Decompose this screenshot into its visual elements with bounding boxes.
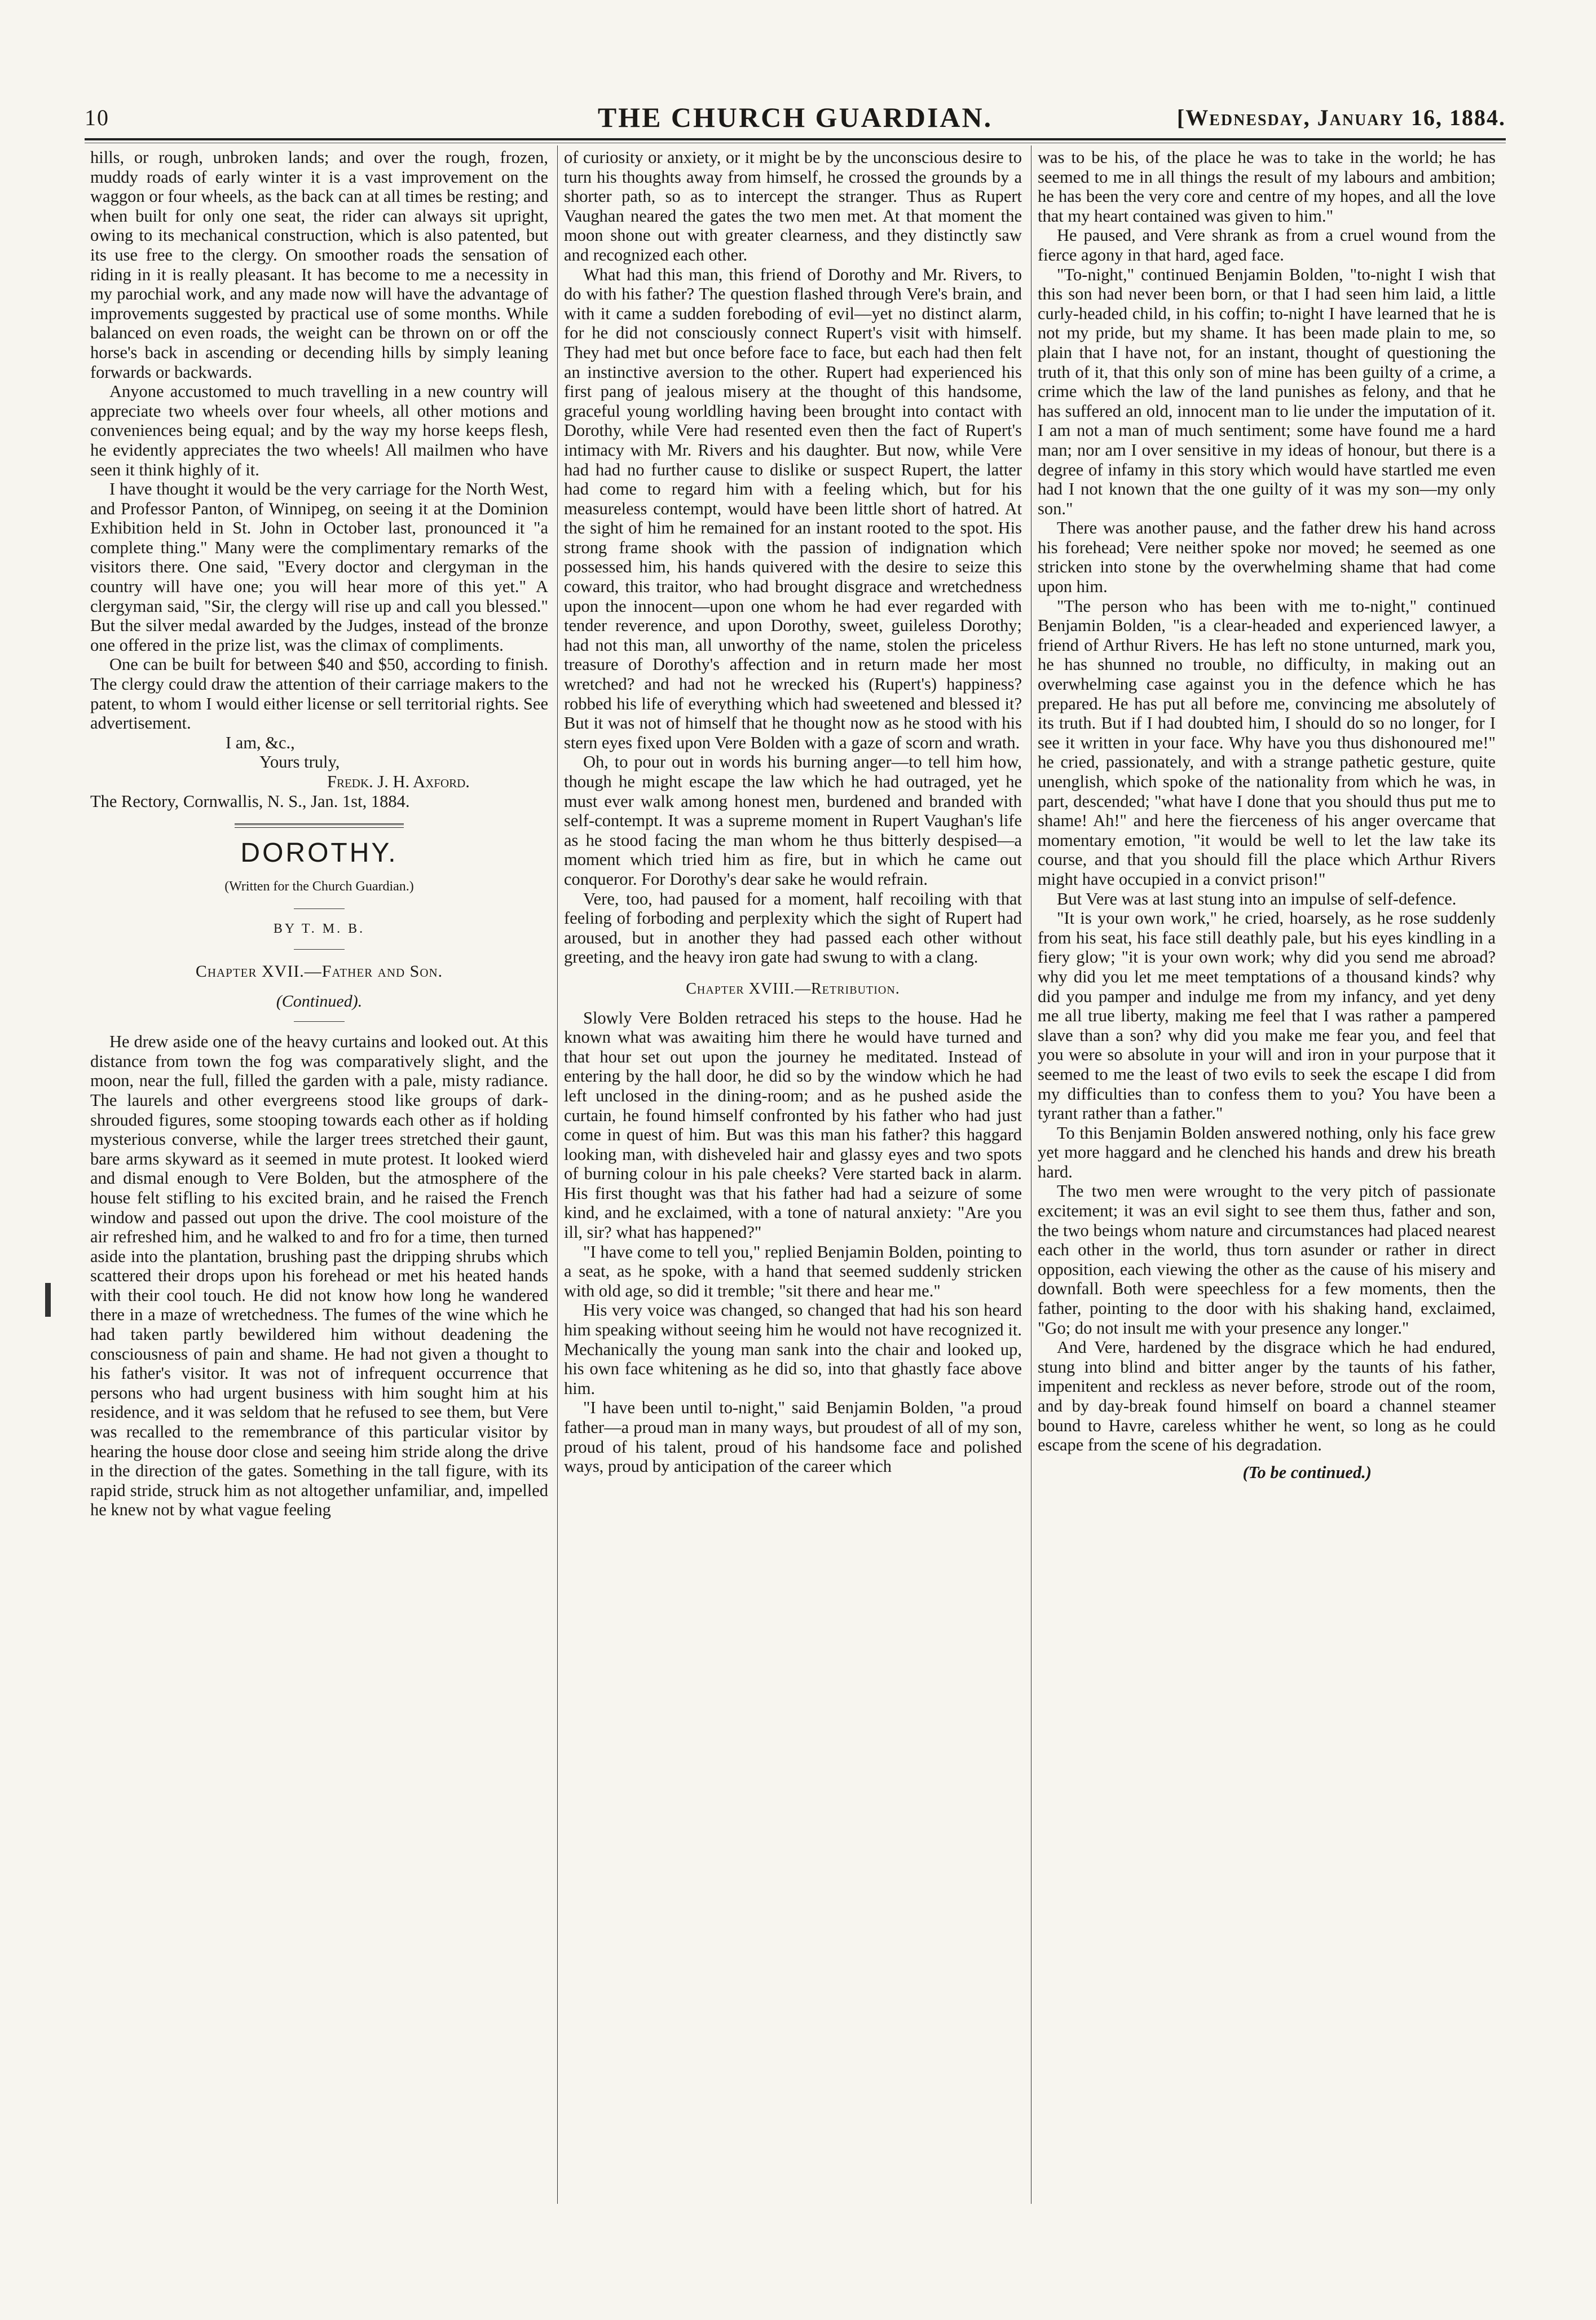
story-paragraph: But Vere was at last stung into an impulse of self-defence. bbox=[1057, 889, 1457, 908]
story-paragraph: was to be his, of the place he was to take in the world; he has seemed to me in all things the result of my labours and ambition; he has been the very core and centre of my hopes, and all the love that my heart contained was given to him." bbox=[1038, 148, 1496, 226]
column-1 bbox=[90, 148, 548, 1520]
story-paragraph: "I have come to tell you," replied Benjamin Bolden, pointing to a seat, as he spoke, with a hand that seemed suddenly stricken with old age, so did it tremble; "sit there and hear me." bbox=[564, 1242, 1022, 1300]
letter-yours: Yours truly, bbox=[259, 752, 340, 772]
story-paragraph: Slowly Vere Bolden retraced his steps to the house. Had he known what was awaiting him there he would have turned and that hour set out upon the journey he meditated. Instead of entering by the hall door, he did so by the window which he had left unclosed in the dining-room; and as he pushed aside the curtain, he found himself confronted by his father who had just come in quest of him. But was this man his father? this haggard looking man, with disheveled hair and glassy eyes and two spots of burning colour in his pale cheeks? Vere started back in alarm. His first thought was that his father had had a seizure of some kind, and he exclaimed, with a tone of natural anxiety: "Are you ill, sir? what has happened?" bbox=[564, 1008, 1022, 1242]
short-rule bbox=[294, 949, 345, 950]
story-paragraph: There was another pause, and the father drew his hand across his forehead; Vere neither spoke nor moved; he seemed as one stricken into stone by the overwhelming shame that had come upon him. bbox=[1038, 518, 1496, 597]
story-paragraph: The two men were wrought to the very pitch of passionate excitement; it was an evil sight to see them thus, father and son, the two beings whom nature and circumstances had placed nearest each other in the world, thus torn asunder or rather in direct opposition, each viewing the other as the cause of his misery and downfall. Both were speechless for a few moments, then the father, pointing to the door with his shaking hand, exclaimed, "Go; do not insult me with your presence any longer." bbox=[1038, 1181, 1496, 1338]
letter-address: The Rectory, Cornwallis, N. S., Jan. 1st, 1884. bbox=[90, 791, 410, 811]
story-paragraph: of curiosity or anxiety, or it might be by the unconscious desire to turn his thoughts away from himself, he crossed the grounds by a shorter path, so as to intercept the stranger. Thus as Rupert Vaughan neared the gates the two men met. At that moment the moon shone out with greater clearness, and they distinctly saw and recognized each other. bbox=[564, 148, 1022, 264]
story-paragraph: He paused, and Vere shrank as from a cruel wound from the fierce agony in that hard, aged face. bbox=[1038, 226, 1496, 264]
letter-signature: Fredk. J. H. Axford. bbox=[327, 772, 470, 791]
letter-paragraph: One can be built for between $40 and $50, according to finish. The clergy could draw the attention of their carriage makers to the patent, to whom I would either license or sell territorial rights. See advertisement. bbox=[90, 655, 548, 733]
letter-paragraph: hills, or rough, unbroken lands; and over the rough, frozen, muddy roads of early winter it is a vast improvement on the waggon or four wheels, as the back can at all times be resting; and when built for only one seat, the rider can always sit upright, owing to its mechanical construction, which is also patented, but its use free to the clergy. On smoother roads the sensation of riding in it is really pleasant. It has become to me a necessity in my parochial work, and any made now will have the advantage of improvements suggested by practical use of some months. While balanced on even roads, the weight can be thrown on or off the horse's back in ascending or decending hills by simply leaning forwards or backwards. bbox=[90, 148, 548, 382]
story-paragraph: To this Benjamin Bolden answered nothing, only his face grew yet more haggard and he clenched his hands and drew his breath hard. bbox=[1038, 1123, 1496, 1181]
story-paragraph: What had this man, this friend of Dorothy and Mr. Rivers, to do with his father? The question flashed through Vere's brain, and with it came a sudden foreboding of evil—yet no distinct alarm, for he did not consciously connect Rupert's visit with himself. They had met but once before face to face, but each had then felt an instinctive aversion to the other. Rupert had experienced his first pang of jealous misery at the thought of this handsome, graceful young worldling having been brought into contact with Dorothy, while Vere had resented even then the fact of Rupert's intimacy with Mr. Rivers and his daughter. But now, while Vere had had no further cause to dislike or suspect Rupert, the latter had come to regard him with a feeling which, but for his measureless contempt, would have been little short of hatred. At the sight of him he remained for an instant rooted to the spot. His strong frame shook with the passion of indignation which possessed him, his hands quivered with the desire to seize this coward, this traitor, who had brought disgrace and wretchedness upon the innocent—upon one whom he had ever regarded with tender reverence, and upon Dorothy, sweet, guileless Dorothy; had not this man, all unworthy of the name, stolen the priceless treasure of Dorothy's affection and in return made her most wretched? and had not he wrecked his (Rupert's) happiness? robbed his life of everything which had sweetened and blessed it? But it was not of himself that he thought now as he stood with his stern eyes fixed upon Vere Bolden with a gaze of scorn and wrath. bbox=[564, 264, 1022, 752]
letter-paragraph: I have thought it would be the very carriage for the North West, and Professor Panton, of Winnipeg, on seeing it at the Dominion Exhibition held in St. John in October last, pronounced it "a complete thing." Many were the complimentary remarks of the visitors there. One said, "Every doctor and clergyman in the country will have one; you will hear more of this yet." A clergyman said, "Sir, the clergy will rise up and call you blessed." But the silver medal awarded by the Judges, instead of the bronze one offered in the prize list, was the climax of compliments. bbox=[90, 479, 548, 655]
story-paragraph: He drew aside one of the heavy curtains and looked out. At this distance from town the fog was comparatively slight, and the moon, near the full, filled the garden with a pale, misty radiance. The laurels and other evergreens stood like groups of dark-shrouded figures, some stooping towards each other as if holding mysterious converse, while the larger trees stretched their gaunt, bare arms skyward as it seemed in mute protest. It looked wierd and dismal enough to Vere Bolden, but the atmosphere of the house felt stifling to his excited brain, and he raised the French window and passed out upon the drive. The cool moisture of the air refreshed him, and he walked to and fro for a time, then turned aside into the plantation, brushing past the dripping shrubs which scattered their drops upon his forehead or met his heated hands with their cool touch. He did not know how long he wandered there in a maze of wretchedness. The fumes of the wine which he had taken partly bewildered him without deadening the consciousness of pain and shame. He had not given a thought to his father's visitor. It was not of infrequent occurrence that persons who had urgent business with him sought him at his residence, and it was seldom that he refused to see them, but Vere was recalled to the remembrance of this particular visitor by hearing the house door close and seeing him stride along the drive in the direction of the gates. Something in the tall figure, with its rapid stride, struck him as not altogether unfamiliar, and, impelled he knew not by what vague feeling bbox=[90, 1032, 548, 1520]
header-rule bbox=[85, 138, 1506, 140]
letter-paragraph: Anyone accustomed to much travelling in a new country will appreciate two wheels over four wheels, all other motions and conveniences being equal; and by the way my horse keeps flesh, he evidently appreciates the two wheels! All mailmen who have seen it think highly of it. bbox=[90, 382, 548, 479]
story-paragraph: His very voice was changed, so changed that had his son heard him speaking without seeing him he would not have recognized it. Mechanically the young man sank into the chair and looked up, his own face whitening as he did so, into that ghastly face above him. bbox=[564, 1300, 1022, 1398]
story-paragraph: Oh, to pour out in words his burning anger—to tell him how, though he might escape the law which he had outraged, yet he must ever walk among honest men, burdened and branded with self-contempt. It was a supreme moment in Rupert Vaughan's life as he stood facing the man whom he thus bitterly despised—a moment which tried him as fire, but in which he came out conqueror. For Dorothy's dear sake he would refrain. bbox=[564, 752, 1022, 889]
byline: BY T. M. B. bbox=[273, 921, 365, 937]
margin-mark bbox=[45, 1283, 51, 1317]
short-rule bbox=[294, 1021, 345, 1022]
column-divider bbox=[557, 145, 558, 2204]
to-be-continued: (To be continued.) bbox=[1242, 1462, 1372, 1482]
column-3 bbox=[1038, 148, 1496, 1482]
column-2 bbox=[564, 148, 1022, 1476]
continued-label: (Continued). bbox=[276, 991, 363, 1011]
page-header bbox=[85, 104, 1506, 138]
story-paragraph: "The person who has been with me to-night," continued Benjamin Bolden, "is a clear-headed and experienced lawyer, a friend of Arthur Rivers. He has left no stone unturned, mark you, he has shunned no trouble, no difficulty, in making out an overwhelming case against you in the defence which he has prepared. He has put all before me, convincing me absolutely of its truth. But if I had doubted him, I should do so no longer, for I see it written in your face. Why have you thus dishonoured me!" he cried, passionately, and with a strange pathetic gesture, quite unenglish, which spoke of the nationality from which he was, in part, descended; "what have I done that you should thus put me to shame! Ah!" and here the fierceness of his anger overcame that momentary emotion, "it would be well to let the law take its course, and that you should fill the place which Arthur Rivers might have occupied in a convict prison!" bbox=[1038, 596, 1496, 889]
story-title: DOROTHY. bbox=[240, 838, 398, 868]
masthead-title: THE CHURCH GUARDIAN. bbox=[597, 102, 993, 133]
story-paragraph: Vere, too, had paused for a moment, half recoiling with that feeling of forboding and perplexity which the sight of Rupert had aroused, but in another they had passed each other without greeting, and the heavy iron gate had swung to with a clang. bbox=[564, 889, 1022, 967]
chapter-heading: Chapter XVIII.—Retribution. bbox=[686, 980, 900, 998]
issue-date: [Wednesday, January 16, 1884. bbox=[1176, 105, 1506, 130]
written-for: (Written for the Church Guardian.) bbox=[224, 879, 414, 894]
story-paragraph: And Vere, hardened by the disgrace which he had endured, stung into blind and bitter anger by the taunts of his father, impenitent and reckless as never before, strode out of the room, and by day-break found himself on board a channel steamer bound to Havre, careless whither he went, so long as he could escape from the scene of his degradation. bbox=[1038, 1338, 1496, 1455]
story-paragraph: "I have been until to-night," said Benjamin Bolden, "a proud father—a proud man in many ways, but proudest of all of my son, proud of his talent, proud of his handsome face and polished ways, proud by anticipation of the career which bbox=[564, 1398, 1022, 1476]
story-paragraph: "It is your own work," he cried, hoarsely, as he rose suddenly from his seat, his face still deathly pale, but his eyes kindling in a fiery glow; "it is your own work; why did you send me abroad? why did you let me meet temptations of a thousand kinds? why did you pamper and indulge me from my infancy, and yet deny me all true liberty, making me feel that I was rather a pampered slave than a son? why did you make me fear you, and feel that you were so absolute in your will and iron in your purpose that it seemed to me the least of two evils to seek the escape I did from my difficulties than to confess them to you? You have been a tyrant rather than a father." bbox=[1038, 908, 1496, 1123]
chapter-heading: Chapter XVII.—Father and Son. bbox=[195, 961, 443, 981]
story-paragraph: "To-night," continued Benjamin Bolden, "to-night I wish that this son had never been born, or that I had seen him laid, a little curly-headed child, in his coffin; to-night I have learned that he is not my pride, but my shame. It has been made plain to me, so plain that I have not, for an instant, thought of questioning the truth of it, that this only son of mine has been guilty of a crime, a crime which the law of the land punishes as felony, and that he has suffered an old, innocent man to lie under the imputation of it. I am not a man of much sentiment; some have found me a hard man; nor am I over sensitive in my ideas of honour, but there is a degree of infamy in this story which would have startled me even had I not known that the one guilty of it was my son—my only son." bbox=[1038, 264, 1496, 518]
page-number: 10 bbox=[85, 105, 109, 130]
short-rule bbox=[294, 908, 345, 909]
letter-closing: I am, &c., bbox=[226, 733, 295, 752]
section-divider bbox=[235, 823, 404, 828]
